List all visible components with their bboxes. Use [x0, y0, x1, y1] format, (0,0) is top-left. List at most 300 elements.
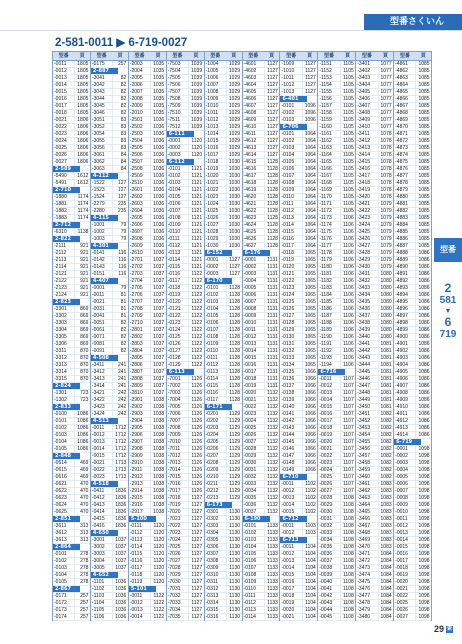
model-number: -1030	[205, 243, 219, 249]
model-number: -0026	[319, 481, 333, 487]
model-number: -3475	[357, 579, 371, 585]
table-row	[280, 544, 317, 551]
page-ref: 1037	[150, 264, 166, 270]
page-ref: 1037	[112, 558, 128, 564]
model-number: -0019	[319, 432, 333, 438]
model-number: -0305	[205, 537, 219, 543]
page-ref: 1126	[188, 418, 204, 424]
page-ref: 84	[112, 166, 128, 172]
table-row	[243, 131, 280, 138]
table-row	[394, 250, 431, 257]
model-number: -0014	[243, 348, 257, 354]
model-number: -0139	[281, 397, 295, 403]
table-row	[394, 299, 431, 306]
table-row	[394, 411, 431, 418]
table-row	[394, 558, 431, 565]
page-ref: 1105	[340, 110, 356, 116]
model-number: -7006	[167, 411, 181, 417]
page-ref: 1086	[415, 369, 431, 375]
page-ref: 1133	[264, 600, 280, 606]
page-ref: 1065	[302, 292, 318, 298]
model-number: -2706	[129, 292, 143, 298]
model-number: -1022	[205, 187, 219, 193]
series-label-row	[205, 278, 242, 285]
model-number: -3052	[91, 124, 105, 130]
model-number: -3062	[91, 159, 105, 165]
table-row	[394, 103, 431, 110]
page-ref: 1130	[226, 579, 242, 585]
model-number: -0019	[281, 600, 295, 606]
page-ref: 1129	[226, 467, 242, 473]
page-ref: 1108	[340, 537, 356, 543]
table-row	[205, 558, 242, 565]
table-row	[205, 229, 242, 236]
table-row	[53, 285, 90, 292]
page-ref: 1130	[226, 593, 242, 599]
series-label-row	[53, 586, 90, 593]
series-label: 6-713	[280, 537, 307, 543]
model-number: -2916	[129, 502, 143, 508]
page-ref: 1066	[302, 439, 318, 445]
model-number: -7512	[167, 124, 181, 130]
model-number: -7009	[167, 432, 181, 438]
page-ref: 1077	[378, 89, 394, 95]
page-ref: 1127	[264, 138, 280, 144]
model-number: -3063	[91, 166, 105, 172]
model-number: -0029	[319, 502, 333, 508]
page-ref: 1122	[188, 285, 204, 291]
model-number: -0041	[91, 313, 105, 319]
model-number: -0111	[129, 523, 142, 529]
page-ref: 1105	[340, 187, 356, 193]
table-row	[167, 495, 204, 502]
page-ref: 1108	[340, 523, 356, 529]
page-ref: 1120	[188, 145, 204, 151]
model-number: -0024	[243, 418, 257, 424]
model-number: -3042	[91, 82, 105, 88]
column-header	[129, 52, 166, 61]
model-number: -3476	[357, 586, 371, 592]
page-ref: 1036	[150, 187, 166, 193]
table-row	[53, 278, 90, 285]
table-row	[356, 103, 393, 110]
page-ref: 83	[112, 117, 128, 123]
table-row	[167, 341, 204, 348]
table-row	[53, 201, 90, 208]
page-ref: 1077	[378, 82, 394, 88]
table-row	[91, 467, 128, 474]
table-row	[167, 75, 204, 82]
series-label-row	[91, 68, 128, 75]
model-number: -3432	[357, 278, 371, 284]
table-row	[91, 369, 128, 376]
model-number: -3470	[357, 544, 371, 550]
page-ref: 1128	[264, 166, 280, 172]
model-number: -0122	[281, 278, 295, 284]
model-number: -7019	[167, 502, 181, 508]
page-ref: 1037	[112, 565, 128, 571]
table-row	[318, 110, 355, 117]
page-number	[434, 624, 453, 634]
page-ref: 1805	[74, 103, 90, 109]
table-row	[394, 565, 431, 572]
table-row	[205, 201, 242, 208]
table-row	[280, 348, 317, 355]
table-row	[280, 166, 317, 173]
page-ref: 1038	[150, 418, 166, 424]
table-row	[356, 278, 393, 285]
page-ref: 1130	[226, 509, 242, 515]
table-row	[394, 222, 431, 229]
table-row	[91, 166, 128, 173]
table-row	[91, 362, 128, 369]
page-ref: 1126	[188, 383, 204, 389]
table-row	[280, 432, 317, 439]
table-row	[167, 425, 204, 432]
table-row	[167, 467, 204, 474]
model-number: -0124	[167, 327, 181, 333]
model-number: -2604	[129, 208, 143, 214]
page-ref: 82	[112, 320, 128, 326]
table-row	[280, 495, 317, 502]
table-row	[91, 313, 128, 320]
model-number: -7035	[167, 614, 181, 620]
page-ref: 1106	[340, 243, 356, 249]
page-ref: 869	[74, 341, 90, 347]
page-ref: 1098	[415, 579, 431, 585]
table-row	[243, 229, 280, 236]
model-number: -1013	[281, 89, 295, 95]
model-number: -0023	[91, 474, 105, 480]
page-ref: 1712	[112, 446, 128, 452]
model-number: -0129	[281, 327, 295, 333]
table-row	[129, 432, 166, 439]
table-row	[53, 103, 90, 110]
table-row	[205, 320, 242, 327]
model-number: -0014	[281, 565, 295, 571]
series-label-row	[129, 586, 166, 593]
table-row	[280, 376, 317, 383]
table-row	[129, 530, 166, 537]
model-number: -0137	[281, 383, 295, 389]
table-row	[318, 327, 355, 334]
table-row	[167, 68, 204, 75]
model-number: -0108	[167, 215, 181, 221]
model-number: -0013	[54, 75, 67, 81]
page-ref: 1127	[188, 551, 204, 557]
table-row	[205, 586, 242, 593]
model-number: -3055	[91, 138, 105, 144]
table-row	[356, 488, 393, 495]
model-number: -4912	[395, 418, 408, 424]
model-number: -7033	[167, 600, 181, 606]
page-ref: 1037	[150, 362, 166, 368]
table-row	[243, 614, 280, 621]
table-row	[394, 313, 431, 320]
model-number: -2804	[129, 348, 143, 354]
series-label-row	[167, 159, 204, 166]
table-row	[243, 397, 280, 404]
page-ref: 470	[74, 509, 90, 515]
table-row	[280, 110, 317, 117]
model-number: -0006	[395, 481, 408, 487]
page-ref: 1085	[415, 138, 431, 144]
page-ref: 1127	[264, 103, 280, 109]
page-ref: 1098	[415, 474, 431, 480]
page-ref: 1035	[150, 61, 166, 67]
table-row	[394, 600, 431, 607]
model-number: -3440	[357, 334, 371, 340]
table-row	[167, 334, 204, 341]
table-row	[205, 334, 242, 341]
side-tab[interactable]	[434, 238, 462, 262]
page-ref: 1106	[340, 271, 356, 277]
model-number: -3302	[54, 313, 67, 319]
model-number: -0012	[91, 432, 105, 438]
table-row	[356, 404, 393, 411]
table-row	[356, 411, 393, 418]
page-ref: 313	[74, 537, 90, 543]
page-ref: 1133	[264, 530, 280, 536]
model-number: -2902	[129, 404, 143, 410]
model-number: -2707	[129, 299, 143, 305]
page-ref: 1064	[302, 222, 318, 228]
page-ref: 1086	[74, 432, 90, 438]
model-number: -3433	[357, 285, 371, 291]
page-ref: 1065	[302, 250, 318, 256]
table-row	[91, 509, 128, 516]
page-ref: 1106	[340, 257, 356, 263]
page-ref: 1174	[74, 208, 90, 214]
page-ref: 1121	[188, 166, 204, 172]
table-row	[243, 453, 280, 460]
page-ref: 1132	[264, 404, 280, 410]
model-number: -0151	[91, 271, 105, 277]
page-ref: 1086	[415, 278, 431, 284]
table-row	[243, 502, 280, 509]
model-number: -0019	[395, 572, 408, 578]
model-number: -1194	[319, 362, 332, 368]
model-number: -0021	[91, 460, 105, 466]
model-number: -4898	[395, 320, 408, 326]
page-ref: 1036	[150, 222, 166, 228]
model-number: -0101	[54, 418, 67, 424]
model-number: -3424	[357, 222, 371, 228]
page-ref: 1037	[150, 327, 166, 333]
table-row	[280, 558, 317, 565]
table-row	[280, 453, 317, 460]
table-row	[91, 201, 128, 208]
page-ref: 1065	[302, 348, 318, 354]
model-number: -2607	[129, 229, 143, 235]
table-row	[129, 222, 166, 229]
table-row	[167, 579, 204, 586]
page-ref: 1065	[302, 362, 318, 368]
model-number: -4888	[395, 250, 408, 256]
table-row	[53, 264, 90, 271]
table-row	[394, 264, 431, 271]
table-row	[167, 390, 204, 397]
page-ref: 1066	[302, 467, 318, 473]
page-ref: 1127	[226, 264, 242, 270]
model-number: -4626	[243, 236, 257, 242]
table-row	[356, 355, 393, 362]
page-ref: 81	[112, 292, 128, 298]
model-number: -2910	[129, 460, 143, 466]
index-column	[394, 52, 432, 621]
page-ref: 1120	[150, 551, 166, 557]
model-number: -4887	[395, 243, 408, 249]
page-ref: 1128	[226, 397, 242, 403]
table-row	[394, 516, 431, 523]
series-label: 4-513	[91, 418, 118, 424]
page-ref: 870	[74, 362, 90, 368]
table-row	[356, 173, 393, 180]
page-ref: 1096	[302, 103, 318, 109]
table-row	[129, 369, 166, 376]
table-row	[167, 180, 204, 187]
series-label-row	[53, 187, 90, 194]
page-ref: 1128	[226, 355, 242, 361]
page-ref: 1066	[302, 390, 318, 396]
table-row	[129, 481, 166, 488]
table-row	[394, 145, 431, 152]
page-ref: 1131	[264, 383, 280, 389]
table-row	[356, 82, 393, 89]
model-number: -0044	[319, 607, 333, 613]
table-row	[205, 390, 242, 397]
model-number: -2810	[129, 390, 143, 396]
table-row	[167, 124, 204, 131]
model-number: -2113	[54, 257, 67, 263]
model-number: -0133	[281, 355, 295, 361]
model-number: -3408	[357, 110, 371, 116]
model-number: -4612	[243, 138, 257, 144]
model-number: -7016	[167, 481, 181, 487]
model-number: -2005	[129, 75, 143, 81]
table-row	[205, 124, 242, 131]
table-row	[53, 523, 90, 530]
series-label: 4-115	[91, 215, 118, 221]
series-label: 2-710	[53, 187, 80, 193]
table-row	[53, 61, 90, 68]
page-ref: 257	[74, 593, 90, 599]
page-ref: 1836	[112, 488, 128, 494]
page-ref: 1079	[378, 250, 394, 256]
page-ref: 1036	[150, 117, 166, 123]
model-number: -0021	[91, 299, 105, 305]
table-row	[205, 327, 242, 334]
model-number: -4911	[395, 411, 408, 417]
page-ref: 278	[74, 572, 90, 578]
model-number: -3430	[357, 264, 371, 270]
table-row	[91, 411, 128, 418]
table-row	[243, 110, 280, 117]
model-number: -0309	[205, 565, 219, 571]
table-row	[394, 236, 431, 243]
model-number: -3412	[357, 138, 371, 144]
model-number: -0104	[54, 439, 67, 445]
table-row	[129, 565, 166, 572]
page-ref: 1064	[302, 229, 318, 235]
page-ref: 1127	[264, 82, 280, 88]
page-ref: 1085	[415, 82, 431, 88]
model-number: -0144	[281, 432, 295, 438]
table-row	[318, 313, 355, 320]
model-number: -0101	[281, 103, 295, 109]
page-ref: 1036	[150, 138, 166, 144]
model-number: -0315	[205, 607, 219, 613]
page-header: 頁	[155, 53, 161, 59]
model-number: -7028	[167, 565, 181, 571]
page-header: 頁	[231, 53, 237, 59]
table-row	[129, 159, 166, 166]
table-row	[129, 348, 166, 355]
model-number: -0131	[281, 341, 295, 347]
page-ref: 1038	[150, 439, 166, 445]
page-ref: 1131	[264, 348, 280, 354]
model-number: -0209	[205, 467, 219, 473]
table-row	[205, 180, 242, 187]
page-ref: 1082	[378, 411, 394, 417]
model-number: -0025	[243, 425, 257, 431]
model-number: -0015	[54, 89, 67, 95]
table-row	[318, 243, 355, 250]
table-row	[53, 600, 90, 607]
model-number: -4904	[395, 362, 408, 368]
table-row	[167, 278, 204, 285]
table-row	[394, 348, 431, 355]
table-row	[356, 180, 393, 187]
table-row	[356, 236, 393, 243]
table-row	[243, 376, 280, 383]
page-ref: 1084	[378, 551, 394, 557]
table-row	[394, 173, 431, 180]
page-ref: 1038	[150, 488, 166, 494]
table-row	[394, 390, 431, 397]
table-row	[243, 446, 280, 453]
model-number: -4871	[395, 131, 408, 137]
model-number: -0011	[91, 425, 105, 431]
page-ref: 1096	[302, 117, 318, 123]
table-row	[129, 306, 166, 313]
model-number: -0027	[395, 614, 408, 620]
page-ref: 1132	[264, 509, 280, 515]
table-row	[243, 201, 280, 208]
table-row	[53, 117, 90, 124]
table-row	[129, 201, 166, 208]
page-ref: 1105	[340, 194, 356, 200]
page-ref: 1085	[415, 166, 431, 172]
table-row	[280, 460, 317, 467]
table-row	[243, 75, 280, 82]
page-ref: 242	[112, 390, 128, 396]
table-row	[394, 362, 431, 369]
model-number: -2010	[129, 110, 143, 116]
series-label-row	[53, 166, 90, 173]
table-row	[394, 271, 431, 278]
model-number: -1881	[54, 201, 67, 207]
page-ref: 1126	[188, 488, 204, 494]
model-number: -0025	[319, 474, 333, 480]
model-number: -0307	[205, 551, 219, 557]
table-row	[243, 159, 280, 166]
table-row	[129, 236, 166, 243]
model-number: -0021	[281, 614, 295, 620]
model-number: -2508	[129, 166, 143, 172]
page-ref: 1127	[264, 152, 280, 158]
table-row	[53, 362, 90, 369]
